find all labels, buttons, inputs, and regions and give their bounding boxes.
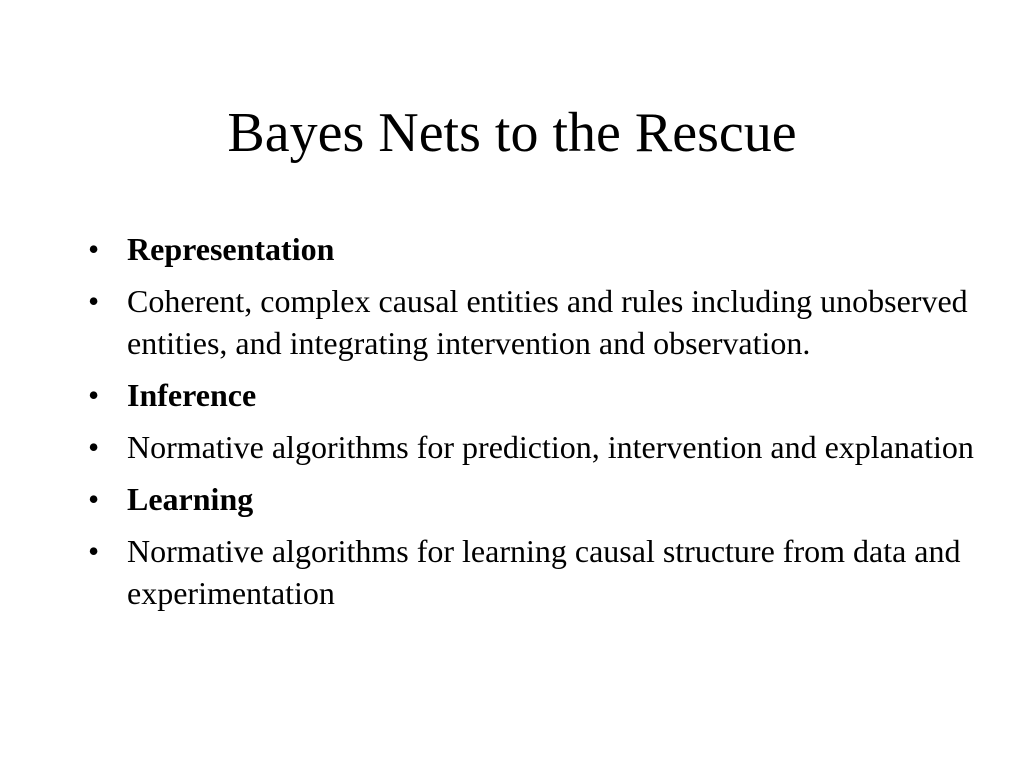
bullet-text: Normative algorithms for prediction, intervention and explanation [127,429,974,465]
bullet-item-learning-detail [88,530,988,614]
bullet-text: Learning [127,481,254,517]
bullet-item-representation [88,228,988,270]
bullet-text: Inference [127,377,257,413]
bullet-icon: • [88,377,100,413]
bullet-icon: • [88,481,100,517]
bullet-text: Representation [127,231,335,267]
bullet-item-learning [88,478,988,520]
bullet-text: Normative algorithms for learning causal structure from data and experimentation [127,533,961,611]
bullet-icon: • [88,429,100,465]
bullet-icon: • [88,231,100,267]
slide-title: Bayes Nets to the Rescue [227,102,797,164]
bullet-icon: • [88,283,100,319]
bullet-item-representation-detail [88,280,988,364]
bullet-item-inference [88,374,988,416]
bullet-item-inference-detail [88,426,988,468]
bullet-icon: • [88,533,100,569]
bullet-list [88,228,988,614]
bullet-text: Coherent, complex causal entities and rules including unobserved entities, and integrating intervention and observation. [127,283,968,361]
